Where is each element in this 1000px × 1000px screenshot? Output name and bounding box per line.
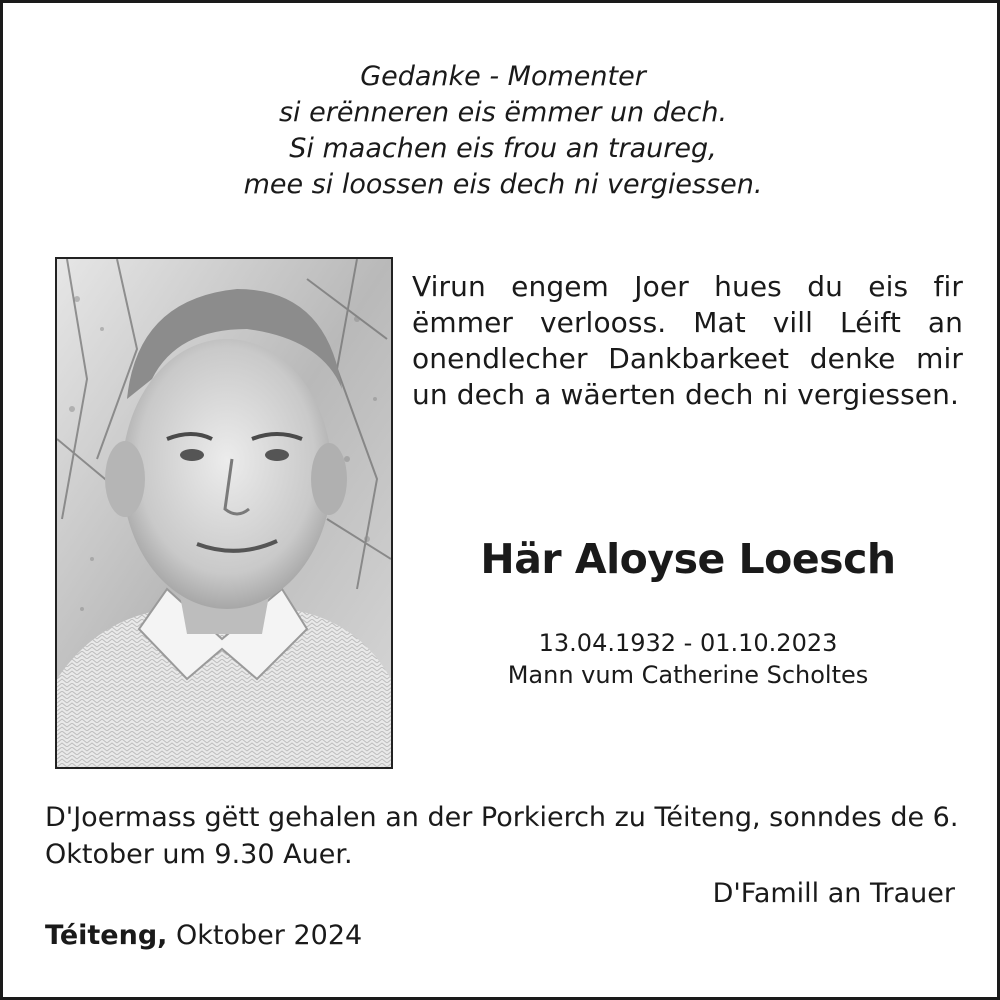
poem-line: si erënneren eis ëmmer un dech. <box>278 97 728 128</box>
portrait-photo <box>55 257 393 769</box>
family-signature: D'Famill an Trauer <box>712 878 955 909</box>
poem-line: Gedanke - Momenter <box>360 61 646 92</box>
place-and-date <box>45 917 362 954</box>
spouse-relation: Mann vum Catherine Scholtes <box>507 661 869 689</box>
memorial-poem <box>103 59 903 203</box>
notice-date: Oktober 2024 <box>176 920 363 951</box>
life-details <box>413 627 963 691</box>
place-name: Téiteng, <box>45 920 168 951</box>
memorial-mass-announcement: D'Joermass gëtt gehalen an der Porkierch zu Téiteng, sonndes de 6. Oktober um 9.30 Auer. <box>45 802 959 870</box>
deceased-name: Här Aloyse Loesch <box>480 535 896 583</box>
tribute-paragraph: Virun engem Joer hues du eis fir ëmmer verlooss. Mat vill Léift an onendlecher Dankbarkeet denke mir un dech a wäerten dech ni vergiessen. <box>412 270 963 411</box>
life-dates: 13.04.1932 - 01.10.2023 <box>538 629 838 657</box>
poem-line: Si maachen eis frou an traureg, <box>289 133 717 164</box>
poem-line: mee si loossen eis dech ni vergiessen. <box>243 169 763 200</box>
